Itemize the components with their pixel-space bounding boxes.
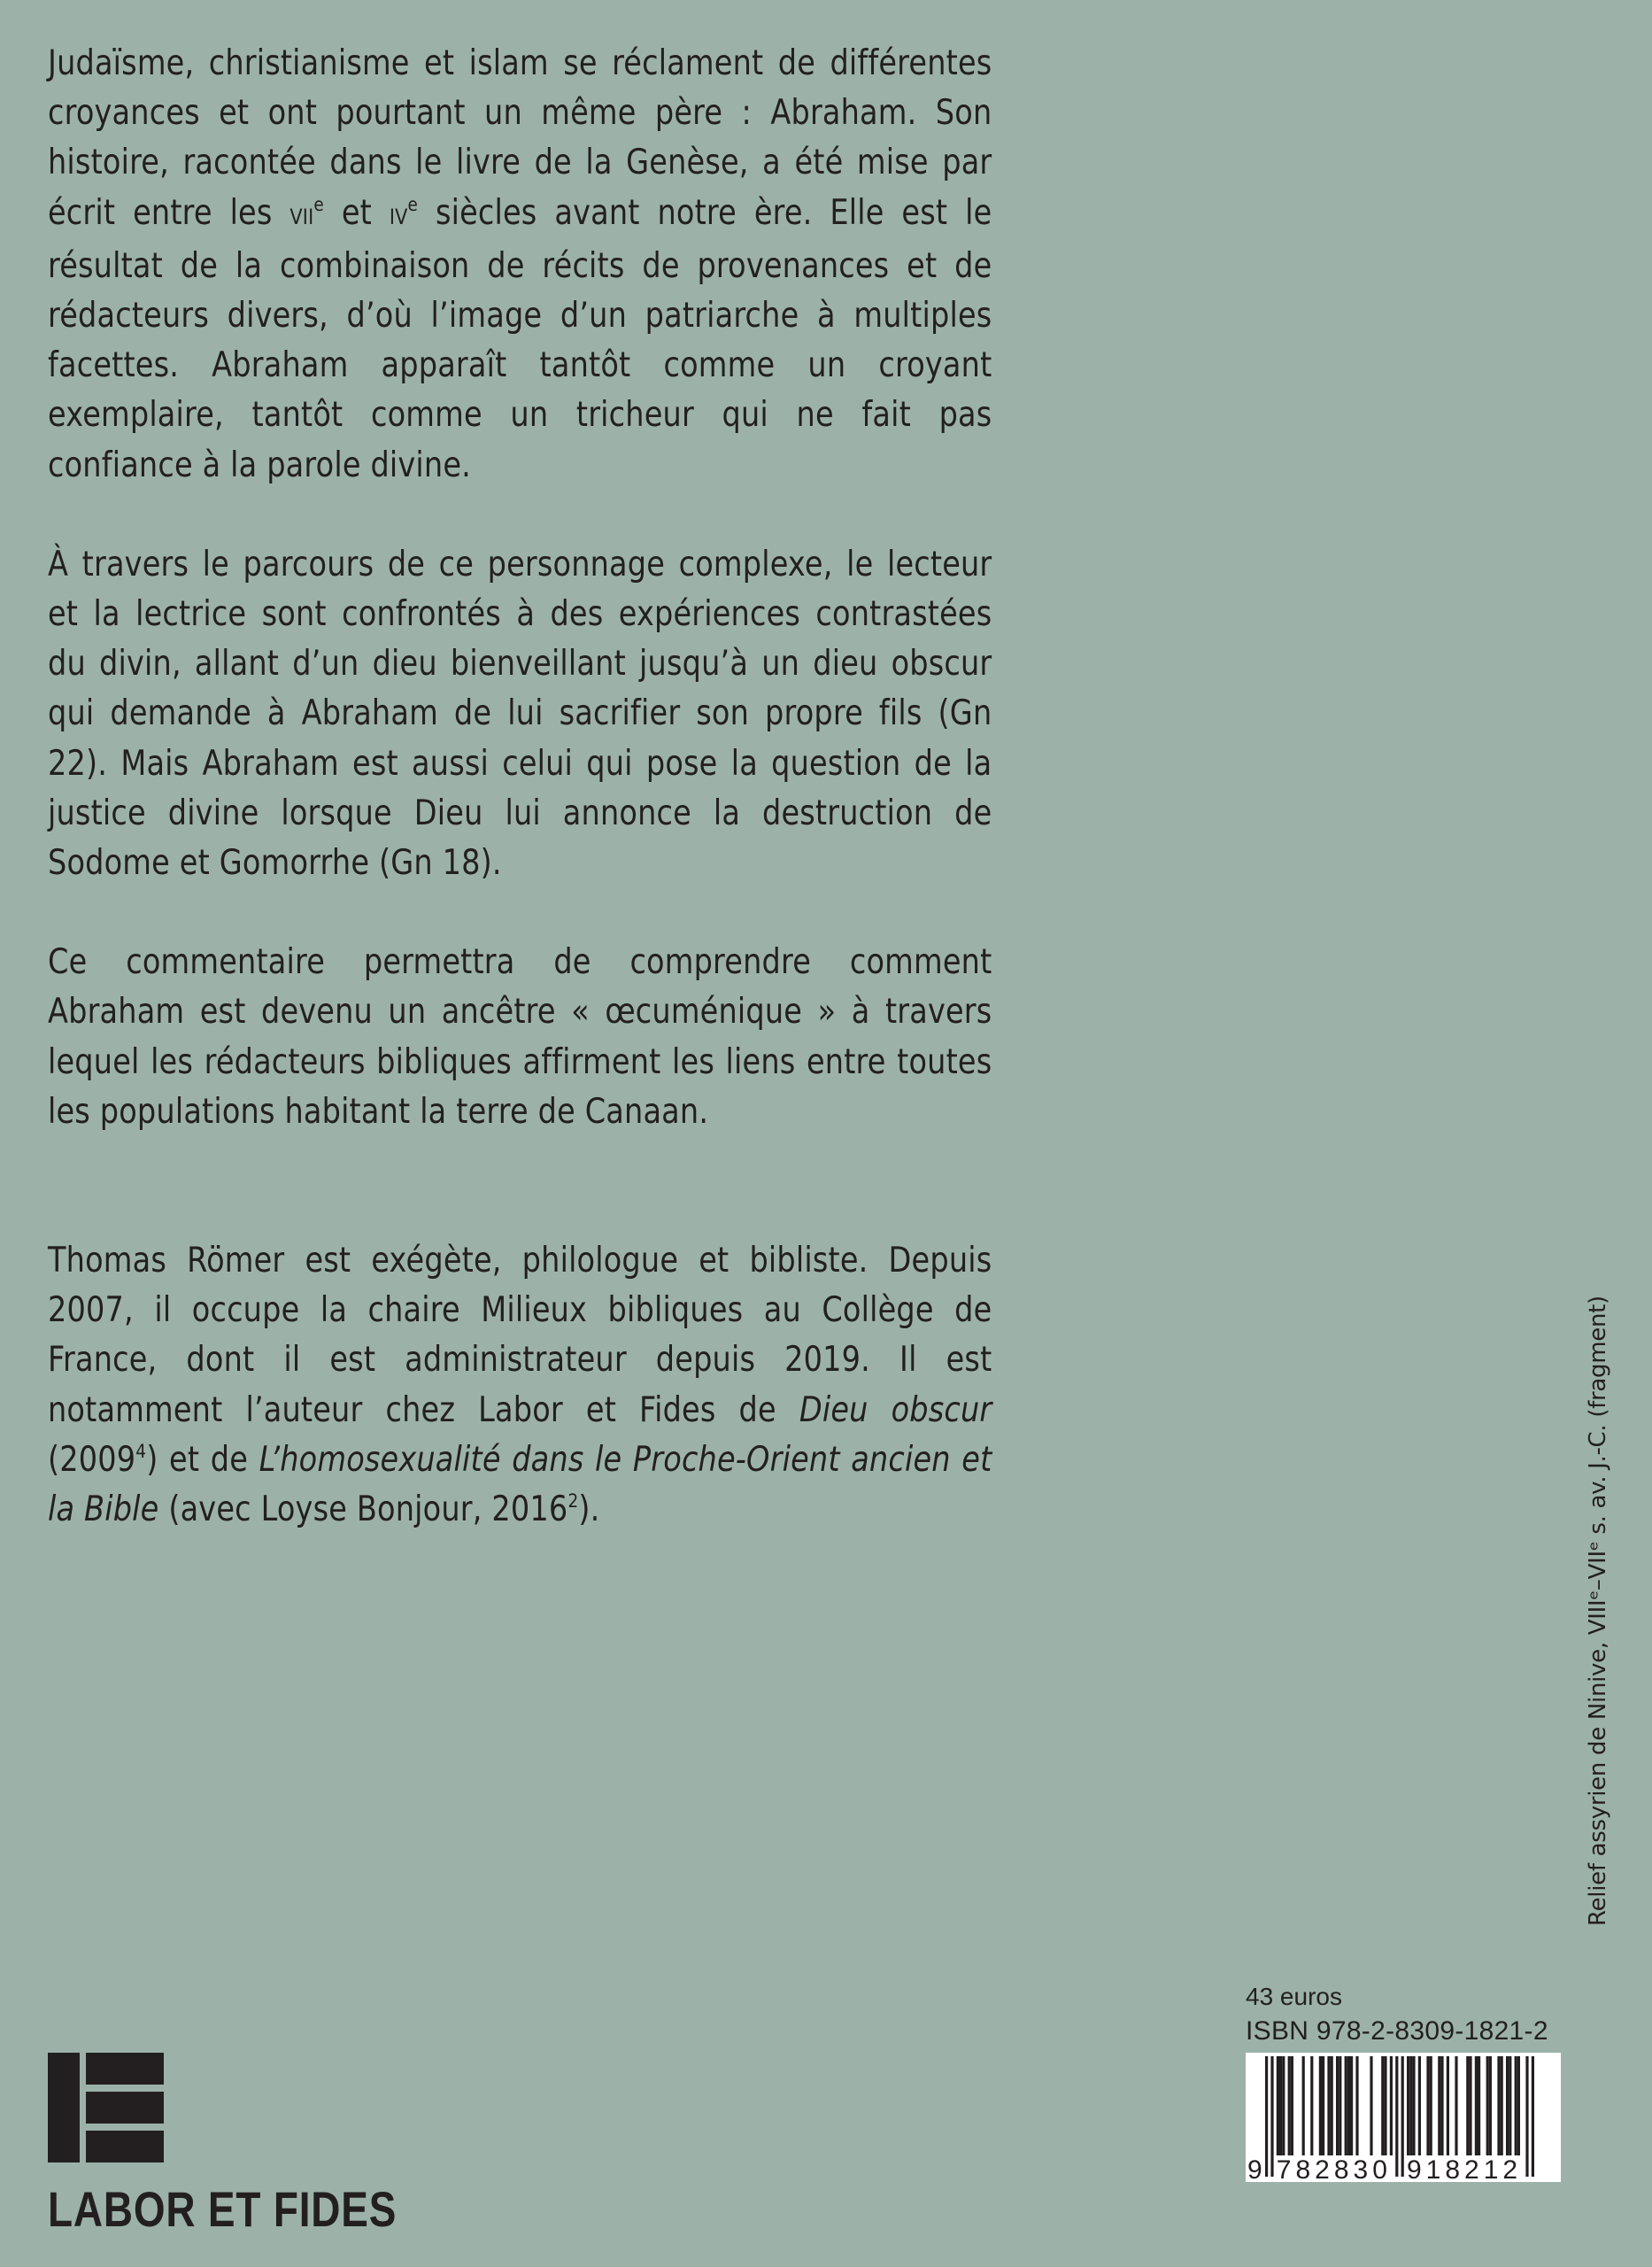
barcode-bar xyxy=(1279,2056,1282,2155)
barcode-bar xyxy=(1517,2056,1520,2155)
barcode-bar xyxy=(1475,2056,1478,2155)
barcode-bar xyxy=(1270,2056,1273,2177)
barcode-bar xyxy=(1515,2056,1517,2155)
barcode-bar xyxy=(1455,2056,1457,2155)
barcode-bar xyxy=(1331,2056,1333,2155)
barcode-bar xyxy=(1501,2056,1503,2155)
barcode-bar xyxy=(1310,2056,1313,2155)
price: 43 euros xyxy=(1246,1983,1342,2010)
barcode-bar xyxy=(1430,2056,1432,2155)
barcode-bar xyxy=(1345,2056,1347,2155)
barcode-digits: 782830 xyxy=(1276,2155,1392,2182)
barcode-bar xyxy=(1291,2056,1293,2155)
barcode-bar xyxy=(1412,2056,1415,2155)
barcode xyxy=(1246,2053,1561,2182)
barcode-bar xyxy=(1355,2056,1358,2155)
barcode-bar xyxy=(1327,2056,1330,2155)
barcode-digits: 9 xyxy=(1247,2155,1267,2182)
barcode-bar xyxy=(1347,2056,1350,2155)
barcode-bar xyxy=(1336,2056,1339,2155)
barcode-bar xyxy=(1407,2056,1409,2155)
publisher-logo xyxy=(48,2053,474,2238)
barcode-bar xyxy=(1438,2056,1440,2155)
barcode-digits: 918212 xyxy=(1407,2155,1523,2182)
author-bio: Thomas Römer est exégète, philologue et bibliste. Depuis 2007, il occupe la chaire Milieux bibliques au Collège de France, dont il est administrateur depuis 2019. Il est notamment l’auteur chez Labor et Fides de Dieu obscur (2009$^4$) et de L’homosexualité dans le Proche-Orient ancien et la Bible (avec Loyse Bonjour, 2016$^2$). xyxy=(48,1241,992,1530)
barcode-bar xyxy=(1418,2056,1421,2155)
barcode-bar xyxy=(1282,2056,1285,2155)
book-title: L’homosexualité dans le Proche-Orient ancien et la Bible xyxy=(48,1439,992,1530)
barcode-bar xyxy=(1440,2056,1443,2155)
barcode-bar xyxy=(1525,2056,1528,2177)
barcode-bar xyxy=(1409,2056,1412,2155)
barcode-bar xyxy=(1532,2056,1534,2177)
barcode-bar xyxy=(1288,2056,1291,2155)
barcode-bar xyxy=(1339,2056,1341,2155)
barcode-bar xyxy=(1302,2056,1305,2155)
barcode-bar xyxy=(1469,2056,1471,2155)
barcode-bar xyxy=(1395,2056,1398,2177)
publisher-name: LABOR ET FIDES xyxy=(48,2181,398,2237)
barcode-bar xyxy=(1381,2056,1384,2155)
labor-et-fides-logo-icon xyxy=(48,2053,164,2163)
barcode-bar xyxy=(1384,2056,1386,2155)
barcode-bar xyxy=(1390,2056,1393,2155)
barcode-bar xyxy=(1478,2056,1480,2155)
barcode-bar xyxy=(1370,2056,1372,2155)
isbn: ISBN 978-2-8309-1821-2 xyxy=(1246,2016,1548,2046)
paragraph-intro: Judaïsme, christianisme et islam se réclament de différentes croyances et ont pourtant un même père : Abraham. Son histoire, racontée dans le livre de la Genèse, a été mise par écrit entre les VIIe et IVe siècles avant notre ère. Elle est le résultat de la combinaison de récits de provenances et de rédacteurs divers, d’où l’image d’un patriarche à multiples facettes. Abraham apparaît tantôt comme un croyant exemplaire, tantôt comme un tricheur qui ne fait pas confiance à la parole divine. xyxy=(48,43,992,485)
barcode-bar xyxy=(1322,2056,1324,2155)
back-cover-blurb xyxy=(48,39,992,1584)
barcode-bar xyxy=(1506,2056,1509,2155)
book-title: Dieu obscur xyxy=(799,1389,992,1430)
barcode-bar xyxy=(1277,2056,1279,2155)
barcode-bar xyxy=(1509,2056,1511,2155)
barcode-bar xyxy=(1350,2056,1353,2155)
barcode-bar xyxy=(1401,2056,1404,2177)
paragraph-journey: À travers le parcours de ce personnage complexe, le lecteur et la lectrice sont confrontés à des expériences contrastées du divin, allant d’un dieu bienveillant jusqu’à un dieu obscur qui demande à Abraham de lui sacrifier son propre fils (Gn 22). Mais Abraham est aussi celui qui pose la question de la justice divine lorsque Dieu lui annonce la destruction de Sodome et Gomorrhe (Gn 18). xyxy=(48,544,992,884)
barcode-bar xyxy=(1447,2056,1449,2155)
barcode-bar xyxy=(1319,2056,1322,2155)
image-caption: Relief assyrien de Ninive, VIIIᵉ–VIIᵉ s. av. J.-C. (fragment) xyxy=(1585,1296,1611,1926)
paragraph-commentary: Ce commentaire permettra de comprendre comment Abraham est devenu un ancêtre « œcuménique » à travers lequel les rédacteurs bibliques affirment les liens entre toutes les populations habitant la terre de Canaan. xyxy=(48,942,992,1132)
barcode-graphic xyxy=(1246,2053,1561,2182)
barcode-bar xyxy=(1497,2056,1500,2155)
barcode-bar xyxy=(1486,2056,1489,2155)
barcode-bar xyxy=(1466,2056,1469,2155)
barcode-bar xyxy=(1489,2056,1492,2155)
barcode-bar xyxy=(1426,2056,1429,2155)
